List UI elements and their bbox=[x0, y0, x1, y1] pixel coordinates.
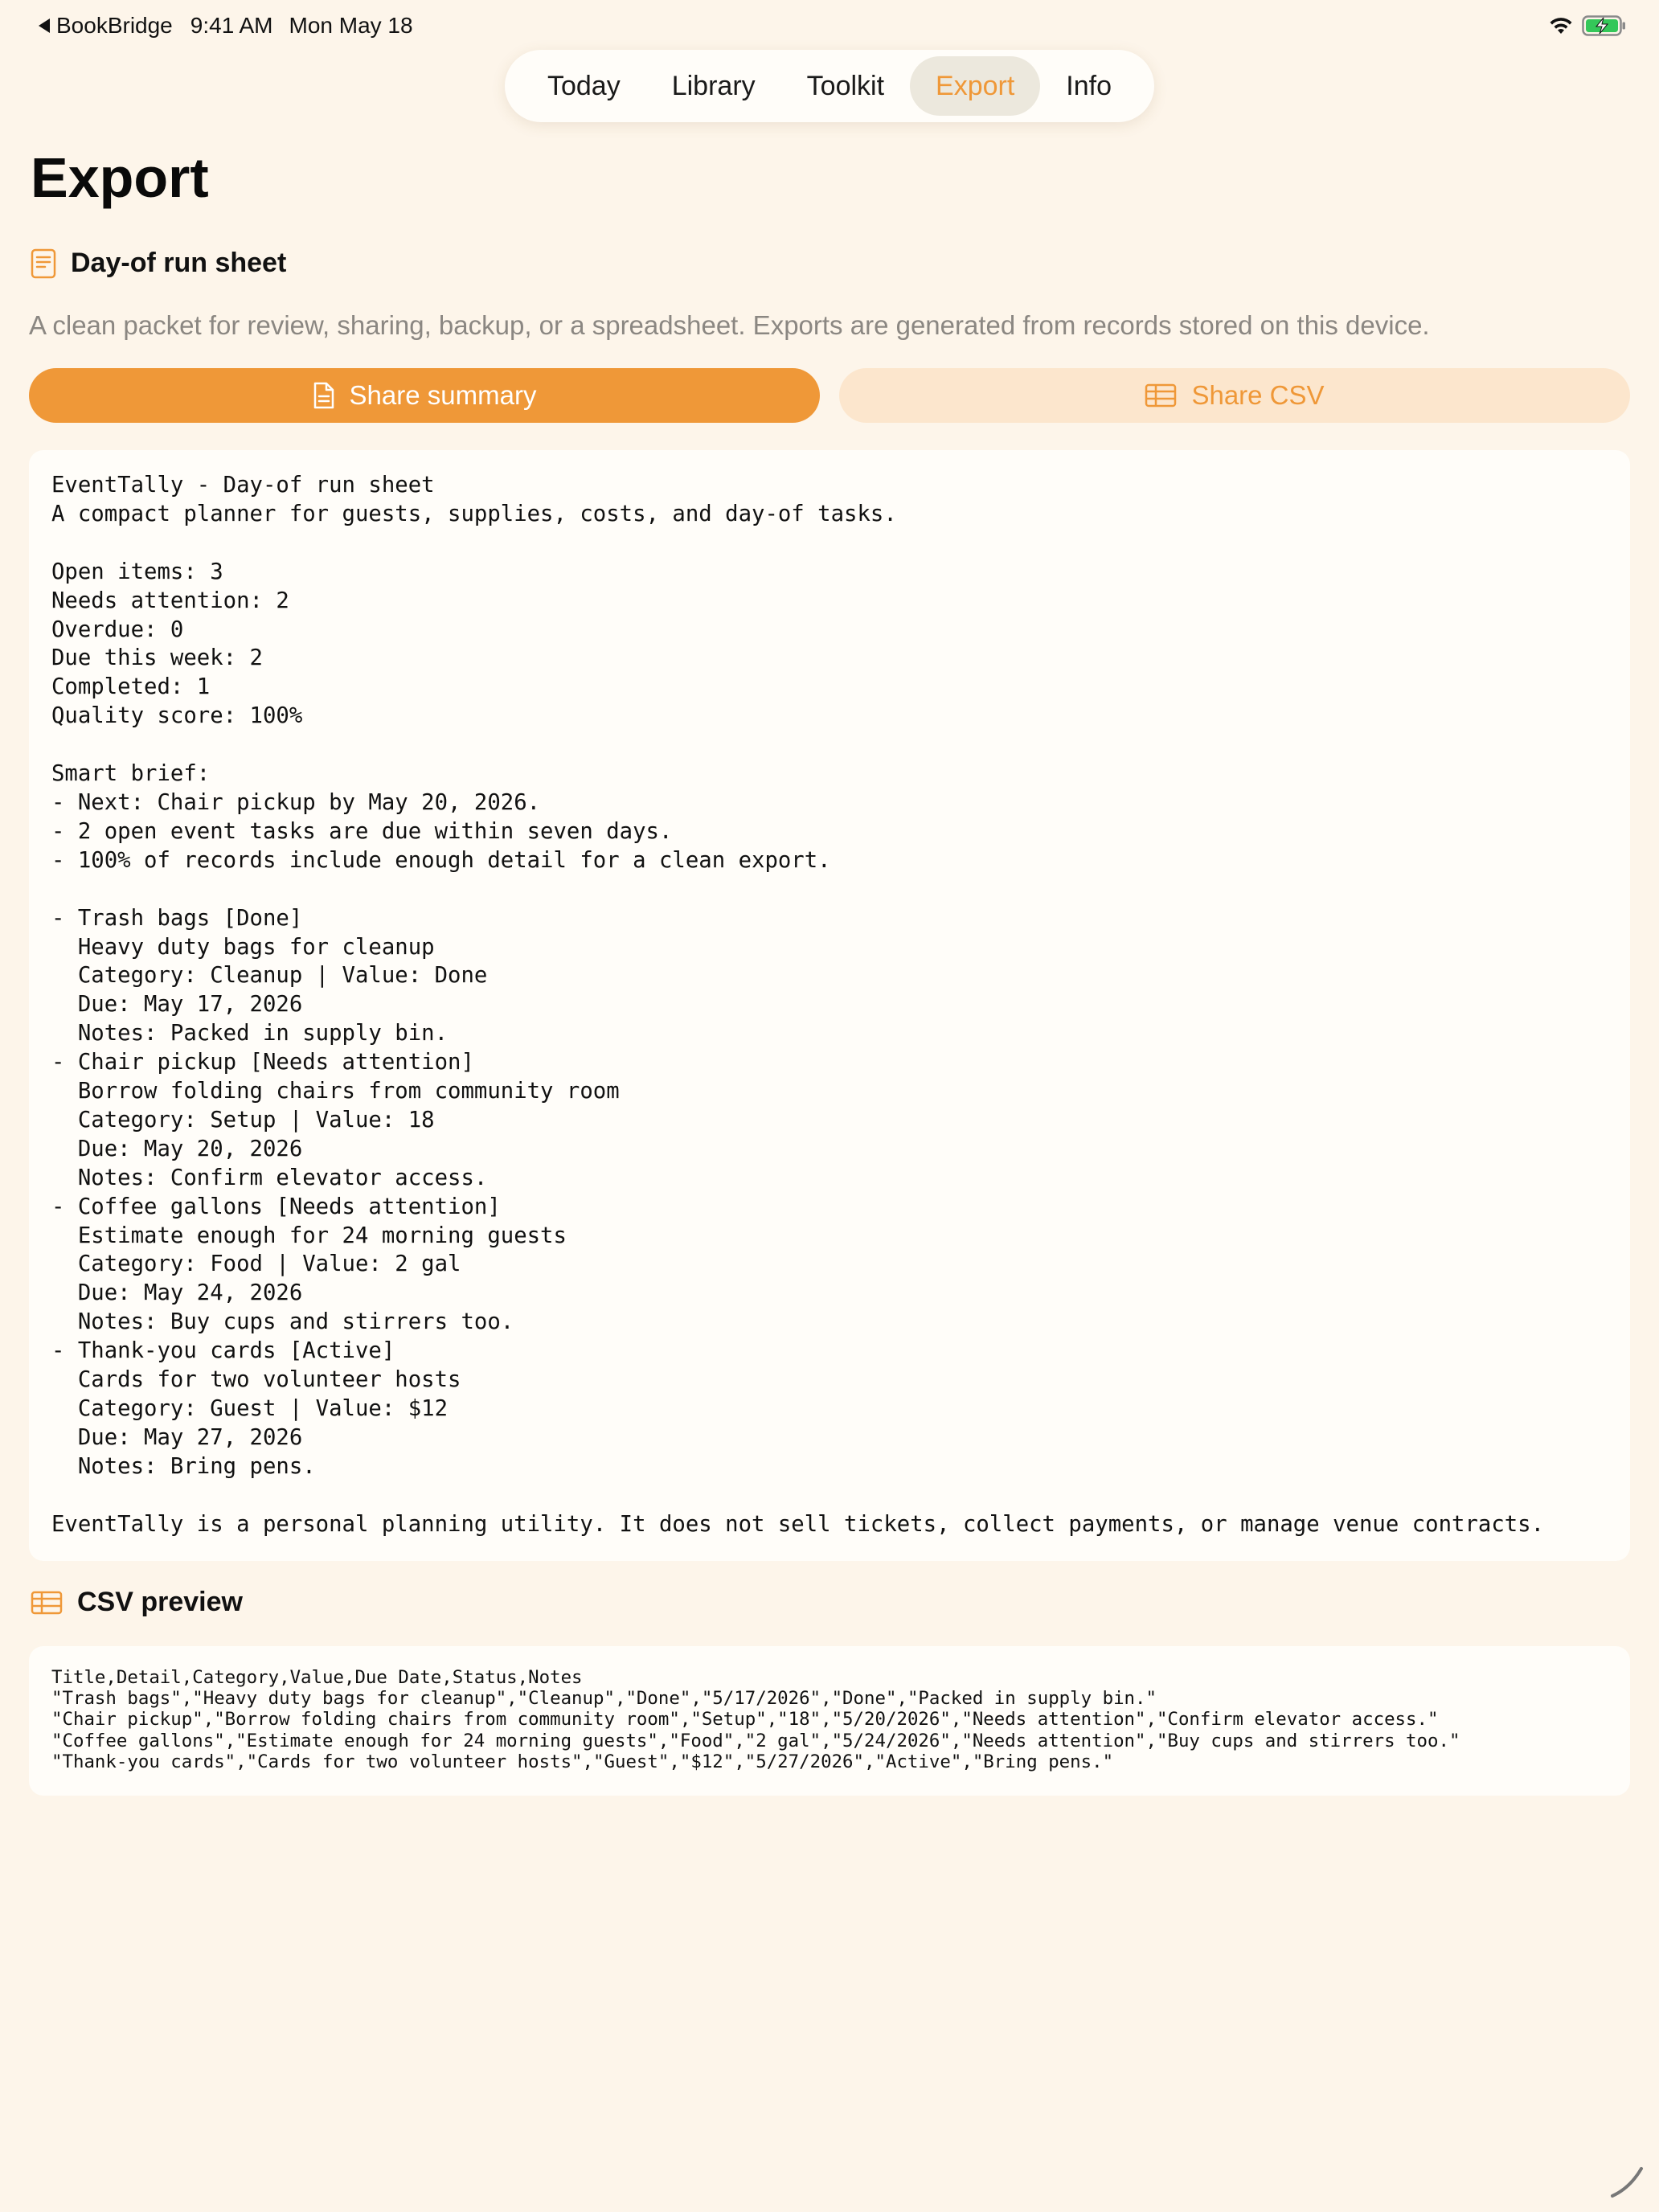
summary-line: EventTally - Day-of run sheet bbox=[51, 473, 435, 498]
summary-line: - Thank-you cards [Active] bbox=[51, 1338, 395, 1364]
run-sheet-header bbox=[31, 248, 286, 279]
status-time: 9:41 AM bbox=[190, 13, 273, 38]
summary-line: Notes: Confirm elevator access. bbox=[51, 1165, 488, 1190]
table-icon bbox=[31, 1591, 63, 1615]
table-icon bbox=[1145, 383, 1177, 408]
csv-row: "Coffee gallons","Estimate enough for 24 morning guests","Food","2 gal","5/24/2026","Needs attention","Buy cups and stirrers too." bbox=[51, 1730, 1460, 1751]
summary-line: Overdue: 0 bbox=[51, 616, 184, 642]
summary-line: Completed: 1 bbox=[51, 674, 211, 700]
summary-line: - Next: Chair pickup by May 20, 2026. bbox=[51, 789, 541, 815]
summary-line: Due: May 24, 2026 bbox=[51, 1280, 303, 1306]
tab-library[interactable]: Library bbox=[671, 70, 756, 101]
csv-row: "Chair pickup","Borrow folding chairs from community room","Setup","18","5/20/2026","Needs attention","Confirm elevator access." bbox=[51, 1709, 1439, 1731]
battery-charging-icon bbox=[1582, 15, 1627, 36]
summary-line: Smart brief: bbox=[51, 761, 211, 787]
summary-line: Category: Food | Value: 2 gal bbox=[51, 1251, 461, 1277]
status-bar bbox=[39, 11, 1627, 40]
summary-line: Heavy duty bags for cleanup bbox=[51, 934, 435, 960]
status-date: Mon May 18 bbox=[289, 13, 413, 38]
summary-line: Needs attention: 2 bbox=[51, 588, 289, 613]
run-sheet-heading: Day-of run sheet bbox=[71, 248, 287, 278]
page-title: Export bbox=[31, 146, 209, 209]
tab-bar bbox=[505, 50, 1154, 122]
summary-line: Category: Setup | Value: 18 bbox=[51, 1107, 435, 1133]
back-arrow-icon bbox=[39, 18, 50, 33]
csv-row: Title,Detail,Category,Value,Due Date,Status,Notes bbox=[51, 1667, 583, 1688]
summary-line: Cards for two volunteer hosts bbox=[51, 1367, 461, 1393]
csv-preview-text bbox=[51, 1667, 1608, 1772]
summary-line: Due: May 17, 2026 bbox=[51, 992, 303, 1018]
run-sheet-description: A clean packet for review, sharing, backup, or a spreadsheet. Exports are generated from records stored on this device. bbox=[29, 310, 1430, 340]
summary-line: Due: May 27, 2026 bbox=[51, 1424, 303, 1450]
summary-preview-card bbox=[29, 450, 1630, 1561]
summary-line: Borrow folding chairs from community room bbox=[51, 1079, 620, 1104]
summary-line: Category: Guest | Value: $12 bbox=[51, 1396, 449, 1421]
scroll-indicator-icon bbox=[1609, 2164, 1645, 2199]
summary-line: - 100% of records include enough detail for a clean export. bbox=[51, 847, 831, 873]
summary-line: Notes: Packed in supply bin. bbox=[51, 1021, 449, 1047]
csv-row: "Trash bags","Heavy duty bags for cleanup","Cleanup","Done","5/17/2026","Done","Packed in supply bin." bbox=[51, 1688, 1157, 1710]
summary-line: Category: Cleanup | Value: Done bbox=[51, 963, 488, 989]
summary-preview-text bbox=[51, 471, 1608, 1539]
back-app-label: BookBridge bbox=[56, 13, 173, 38]
csv-row: "Thank-you cards","Cards for two volunteer hosts","Guest","$12","5/27/2026","Active","Bring pens." bbox=[51, 1751, 1114, 1772]
back-to-app-button[interactable] bbox=[39, 13, 173, 39]
share-summary-button[interactable] bbox=[29, 368, 820, 423]
summary-line: Notes: Bring pens. bbox=[51, 1453, 316, 1479]
csv-preview-heading: CSV preview bbox=[77, 1587, 243, 1617]
summary-line: Due: May 20, 2026 bbox=[51, 1136, 303, 1161]
csv-preview-header bbox=[31, 1587, 243, 1618]
summary-line: Open items: 3 bbox=[51, 559, 223, 584]
share-csv-button[interactable] bbox=[839, 368, 1630, 423]
tab-today[interactable]: Today bbox=[547, 70, 621, 101]
tab-toolkit[interactable]: Toolkit bbox=[806, 70, 885, 101]
document-icon bbox=[31, 248, 56, 279]
summary-line: - Coffee gallons [Needs attention] bbox=[51, 1194, 501, 1219]
summary-line: Due this week: 2 bbox=[51, 645, 263, 671]
summary-line: Notes: Buy cups and stirrers too. bbox=[51, 1309, 514, 1335]
summary-line: - Trash bags [Done] bbox=[51, 905, 303, 931]
summary-line: Estimate enough for 24 morning guests bbox=[51, 1223, 567, 1248]
share-csv-label: Share CSV bbox=[1191, 380, 1325, 410]
summary-line: - Chair pickup [Needs attention] bbox=[51, 1050, 474, 1075]
wifi-icon bbox=[1548, 16, 1574, 35]
status-indicators bbox=[1548, 15, 1627, 36]
summary-line: A compact planner for guests, supplies, costs, and day-of tasks. bbox=[51, 501, 897, 526]
summary-line: - 2 open event tasks are due within seven days. bbox=[51, 818, 673, 844]
tab-export[interactable]: Export bbox=[910, 56, 1040, 116]
tab-info[interactable]: Info bbox=[1066, 70, 1112, 101]
csv-preview-card bbox=[29, 1646, 1630, 1796]
document-icon bbox=[313, 381, 335, 410]
summary-line: EventTally is a personal planning utility. It does not sell tickets, collect payments, or manage venue contracts. bbox=[51, 1511, 1545, 1537]
share-summary-label: Share summary bbox=[349, 380, 537, 410]
summary-line: Quality score: 100% bbox=[51, 703, 303, 729]
